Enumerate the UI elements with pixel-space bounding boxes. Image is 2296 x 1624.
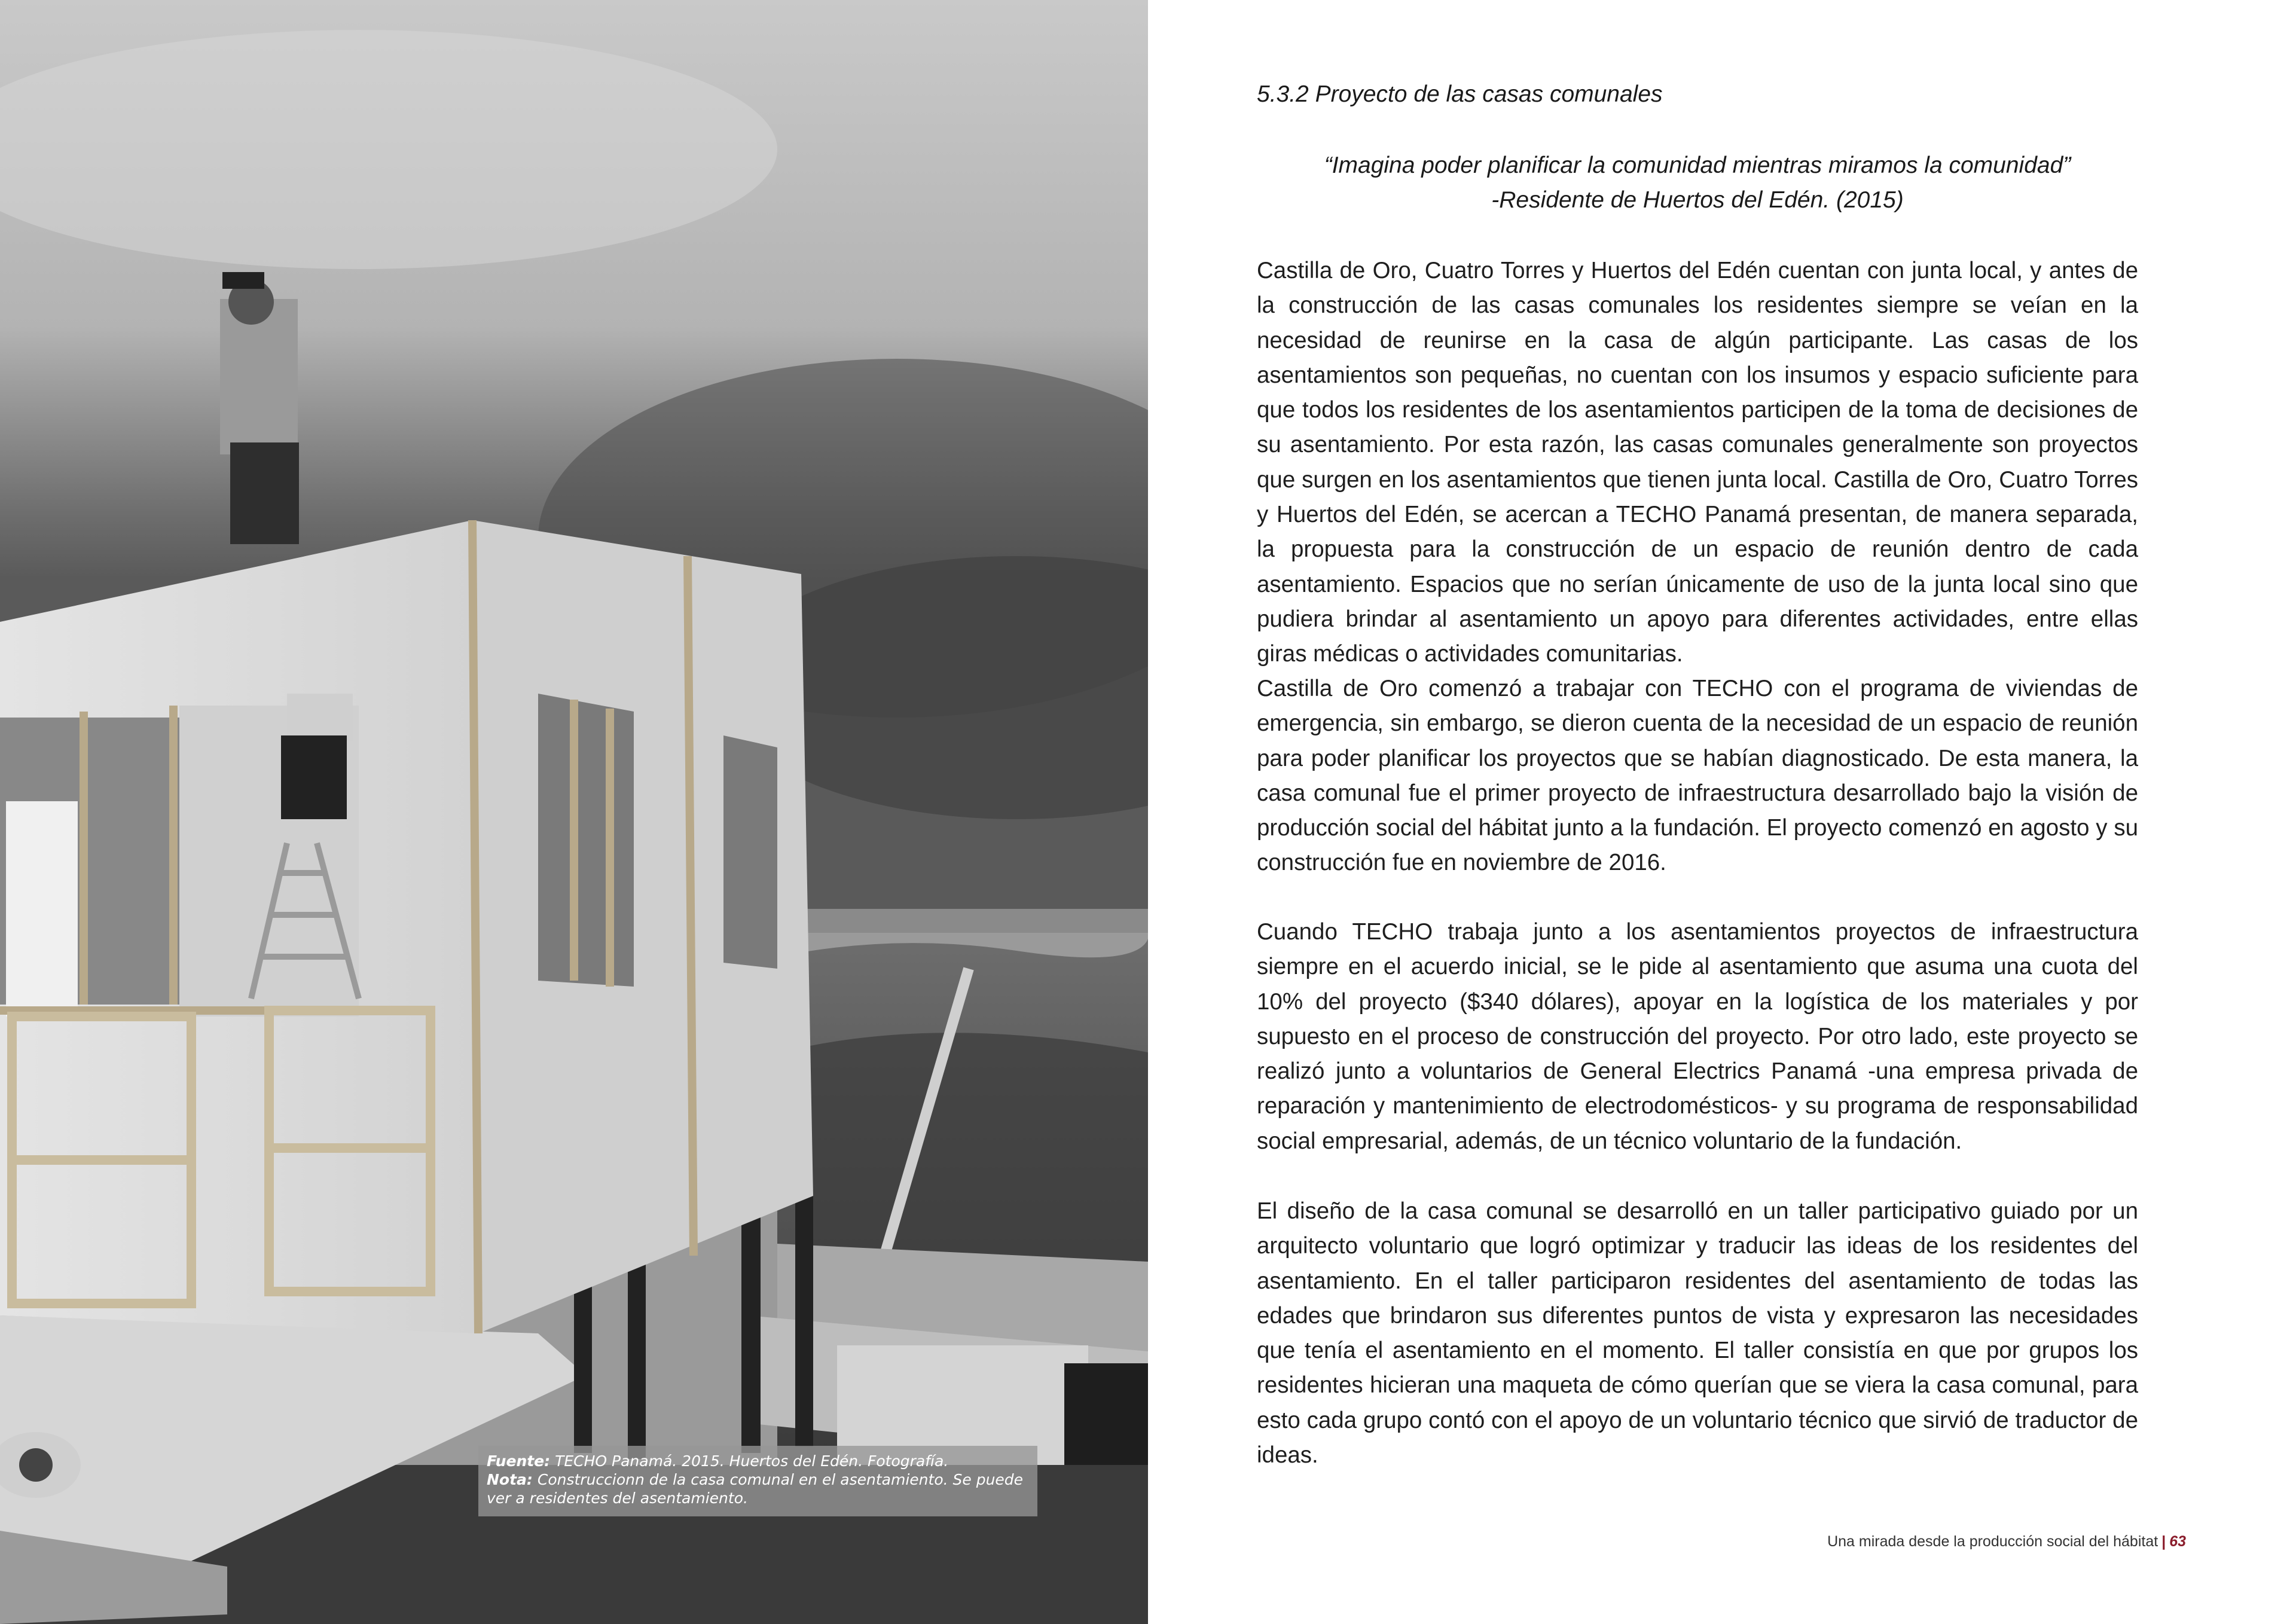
epigraph-quote [1257,148,2138,218]
quote-text: “Imagina poder planificar la comunidad mientras miramos la comunidad” [1324,152,2071,178]
body-paragraph: El diseño de la casa comunal se desarrolló en un taller participativo guiado por un arquitecto voluntario que logró optimizar y traducir las ideas de los residentes del asentamiento. En el taller participaron residentes del asentamiento de todas las edades que brindaron sus diferentes puntos de vista y expresaron las necesidades que tenía el asentamiento en el momento. El taller consistía en que por grupos los residentes hicieran una maqueta de cómo querían que se viera la casa comunal, para esto cada grupo contó con el apoyo de un voluntario técnico que sirvió de traductor de ideas. [1257,1198,2138,1469]
text-page [1148,0,2296,1624]
caption-note-text: Construccionn de la casa comunal en el asentamiento. Se puede ver a residentes del asentamiento. [487,1471,1024,1507]
section-title: 5.3.2 Proyecto de las casas comunales [1257,81,1663,107]
running-title: Una mirada desde la producción social del hábitat [1827,1533,2158,1550]
caption-source-label: Fuente: [487,1452,551,1470]
body-paragraph: Castilla de Oro comenzó a trabajar con TECHO con el programa de viviendas de emergencia, sin embargo, se dieron cuenta de la necesidad de un espacio de reunión para poder planificar los proyectos que se habían diagnosticado. De esta manera, la casa comunal fue el primer proyecto de infraestructura desarrollado bajo la visión de producción social del hábitat junto a la fundación. El proyecto comenzó en agosto y su construcción fue en noviembre de 2016. [1257,676,2138,876]
caption-note-label: Nota: [487,1471,533,1488]
caption-source-text: TECHO Panamá. 2015. Huertos del Edén. Fotografía. [555,1452,949,1470]
quote-attribution: -Residente de Huertos del Edén. (2015) [1491,187,1904,213]
page-number: 63 [2169,1533,2186,1550]
page-footer [1827,1533,2186,1550]
photo-caption [478,1446,1037,1516]
footer-separator: | [2161,1533,2166,1550]
body-paragraph: Castilla de Oro, Cuatro Torres y Huertos del Edén cuentan con junta local, y antes de la construcción de las casas comunales los residentes siempre se veían en la necesidad de reunirse en la casa de algún participante. Las casas de los asentamientos son pequeñas, no cuentan con los insumos y espacio suficiente para que todos los residentes de los asentamientos participen de la toma de decisiones de su asentamiento. Por esta razón, las casas comunales generalmente son proyectos que surgen en los asentamientos que tienen junta local. Castilla de Oro, Cuatro Torres y Huertos del Edén, se acercan a TECHO Panamá presentan, de manera separada, la propuesta para la construcción de un espacio de reunión dentro de cada asentamiento. Espacios que no serían únicamente de uso de la junta local sino que pudiera brindar al asentamiento un apoyo para diferentes actividades, entre ellas giras médicas o actividades comunitarias. [1257,258,2138,667]
body-paragraph: Cuando TECHO trabaja junto a los asentamientos proyectos de infraestructura siempre en el acuerdo inicial, se le pide al asentamiento que asuma una cuota del 10% del proyecto ($340 dólares), apoyar en la logística de los materiales y por supuesto en el proceso de construcción del proyecto. Por otro lado, este proyecto se realizó junto a voluntarios de General Electrics Panamá -una empresa privada de reparación y mantenimiento de electrodomésticos- y su programa de responsabilidad social empresarial, además, de un técnico voluntario de la fundación. [1257,919,2138,1154]
